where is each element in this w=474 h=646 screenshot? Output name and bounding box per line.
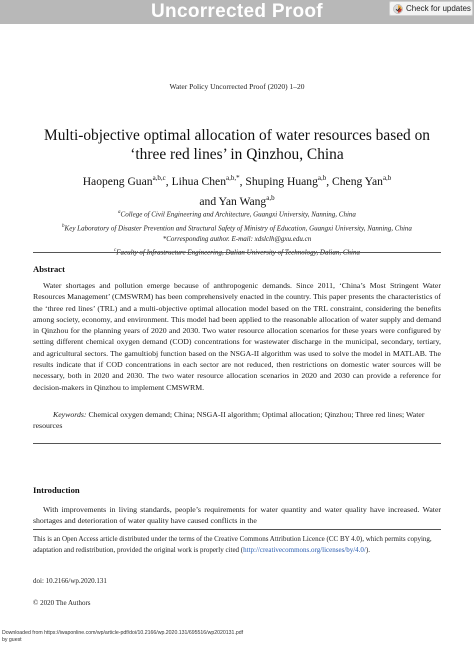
author-name[interactable]: and Yan Wang [199, 194, 267, 208]
divider [33, 252, 441, 253]
author-list [10, 170, 464, 210]
license-text: This is an Open Access article distributed under the terms of the Creative Commons Attribution Licence (CC BY 4.0), which permits copying, adaptation and redistribution, provided the original work is properly cited ( [33, 535, 432, 554]
author-affiliation-marks: a,b [382, 174, 392, 182]
affiliation-item: $^a$College of Civil Engineering and Architecture, Guangxi University, Nanning, China [118, 210, 356, 219]
author-affiliation-marks: a,b,* [226, 174, 240, 182]
affiliation-item: $^b$Key Laboratory of Disaster Prevention and Structural Safety of Ministry of Education, Guangxi University, Nanning, China [62, 223, 412, 232]
license-link[interactable]: http://creativecommons.org/licenses/by/4.0/ [243, 545, 366, 554]
abstract-body [33, 280, 441, 393]
corresponding-author: *Corresponding author. E-mail: xdslclh@gxu.edu.cn [162, 235, 312, 244]
abstract-text: Water shortages and pollution emerge because of anthropogenic demands. Since 2011, ‘China’s Most Stringent Water Resources Management’ (CMSWRM) has been comprehensively enacted in the country. This paper presents the characteristics of the ‘three red lines’ (TRL) and a multi-objective optimal allocation model based on the TRL constraint, considering the benefits among society, economy, and environment. This model had been applied to the reasonable allocation of water supply and demand in Qinzhou for the planning years of 2020 and 2030. Two water resource allocation scenarios for these years were configured by setting different chemical oxygen demand (COD) concentrations for wastewater discharge in the municipal, secondary, tertiary, and agricultural sectors. The gamultiobj function based on the NSGA-II algorithm was used to solve the model in MATLAB. The results indicate that if COD concentrations in each sector are not reduced, then restrictions on domestic water sources will be necessary, both in 2020 and 2030. The two water resource allocation scenarios in 2020 and 2030 can provide a reference for decision-makers in Qinzhou to implement CMSWRM. [33, 281, 441, 392]
doi: doi: 10.2166/wp.2020.131 [33, 577, 107, 585]
article-title-line-2: ‘three red lines’ in Qinzhou, China [130, 146, 344, 163]
divider [33, 443, 441, 444]
author-name[interactable]: Haopeng Guan [82, 174, 153, 188]
author-affiliation-marks: a,b [317, 174, 327, 182]
author-name[interactable]: Lihua Chen [171, 174, 226, 188]
author-affiliation-marks: a,b,c [152, 174, 166, 182]
check-updates-icon [393, 4, 403, 14]
author-name[interactable]: Shuping Huang [245, 174, 318, 188]
author-line-1: Haopeng Guan$^{a,b,c}$, Lihua Chen$^{a,b,*}$, Shuping Huang$^{a,b}$, Cheng Yan$^{a,b}$ [82, 174, 392, 188]
article-title-line-1: Multi-objective optimal allocation of water resources based on [44, 127, 430, 144]
copyright: © 2020 The Authors [33, 599, 91, 607]
keywords [33, 409, 441, 432]
running-head: Water Policy Uncorrected Proof (2020) 1–20 [169, 82, 305, 91]
abstract-heading: Abstract [33, 264, 65, 274]
download-note-line-2: by guest [2, 636, 22, 643]
banner-watermark: Uncorrected Proof [151, 1, 323, 22]
check-for-updates-label: Check for updates [406, 4, 471, 13]
download-note-line-1: Downloaded from https://iwaponline.com/wp/article-pdf/doi/10.2166/wp.2020.131/695516/wp2020131.pdf [2, 630, 244, 636]
article-title [10, 126, 464, 164]
download-note [2, 630, 472, 643]
introduction-text: With improvements in living standards, people’s requirements for water quantity and water quality have increased. Water shortages and deterioration of water quality have caused conflicts in the [33, 505, 441, 526]
keywords-text: Chemical oxygen demand; China; NSGA-II algorithm; Optimal allocation; Qinzhou; Three red lines; Water resources [33, 410, 425, 431]
introduction-body [33, 504, 441, 527]
affiliation-item: $^c$Faculty of Infrastructure Engineering, Dalian University of Technology, Dalian, China [114, 248, 360, 257]
keywords-label: Keywords: [53, 410, 87, 419]
license-note: This is an Open Access article distributed under the terms of the Creative Commons Attribution Licence (CC BY 4.0), which permits copying, adaptation and redistribution, provided the original work is properly cited (http://creativecommons.org/licenses/by/4.0/). [33, 535, 432, 554]
author-name[interactable]: Cheng Yan [332, 174, 383, 188]
check-for-updates-button[interactable] [389, 1, 473, 16]
divider [33, 529, 441, 530]
author-affiliation-marks: a,b [266, 193, 275, 202]
introduction-heading: Introduction [33, 485, 80, 495]
